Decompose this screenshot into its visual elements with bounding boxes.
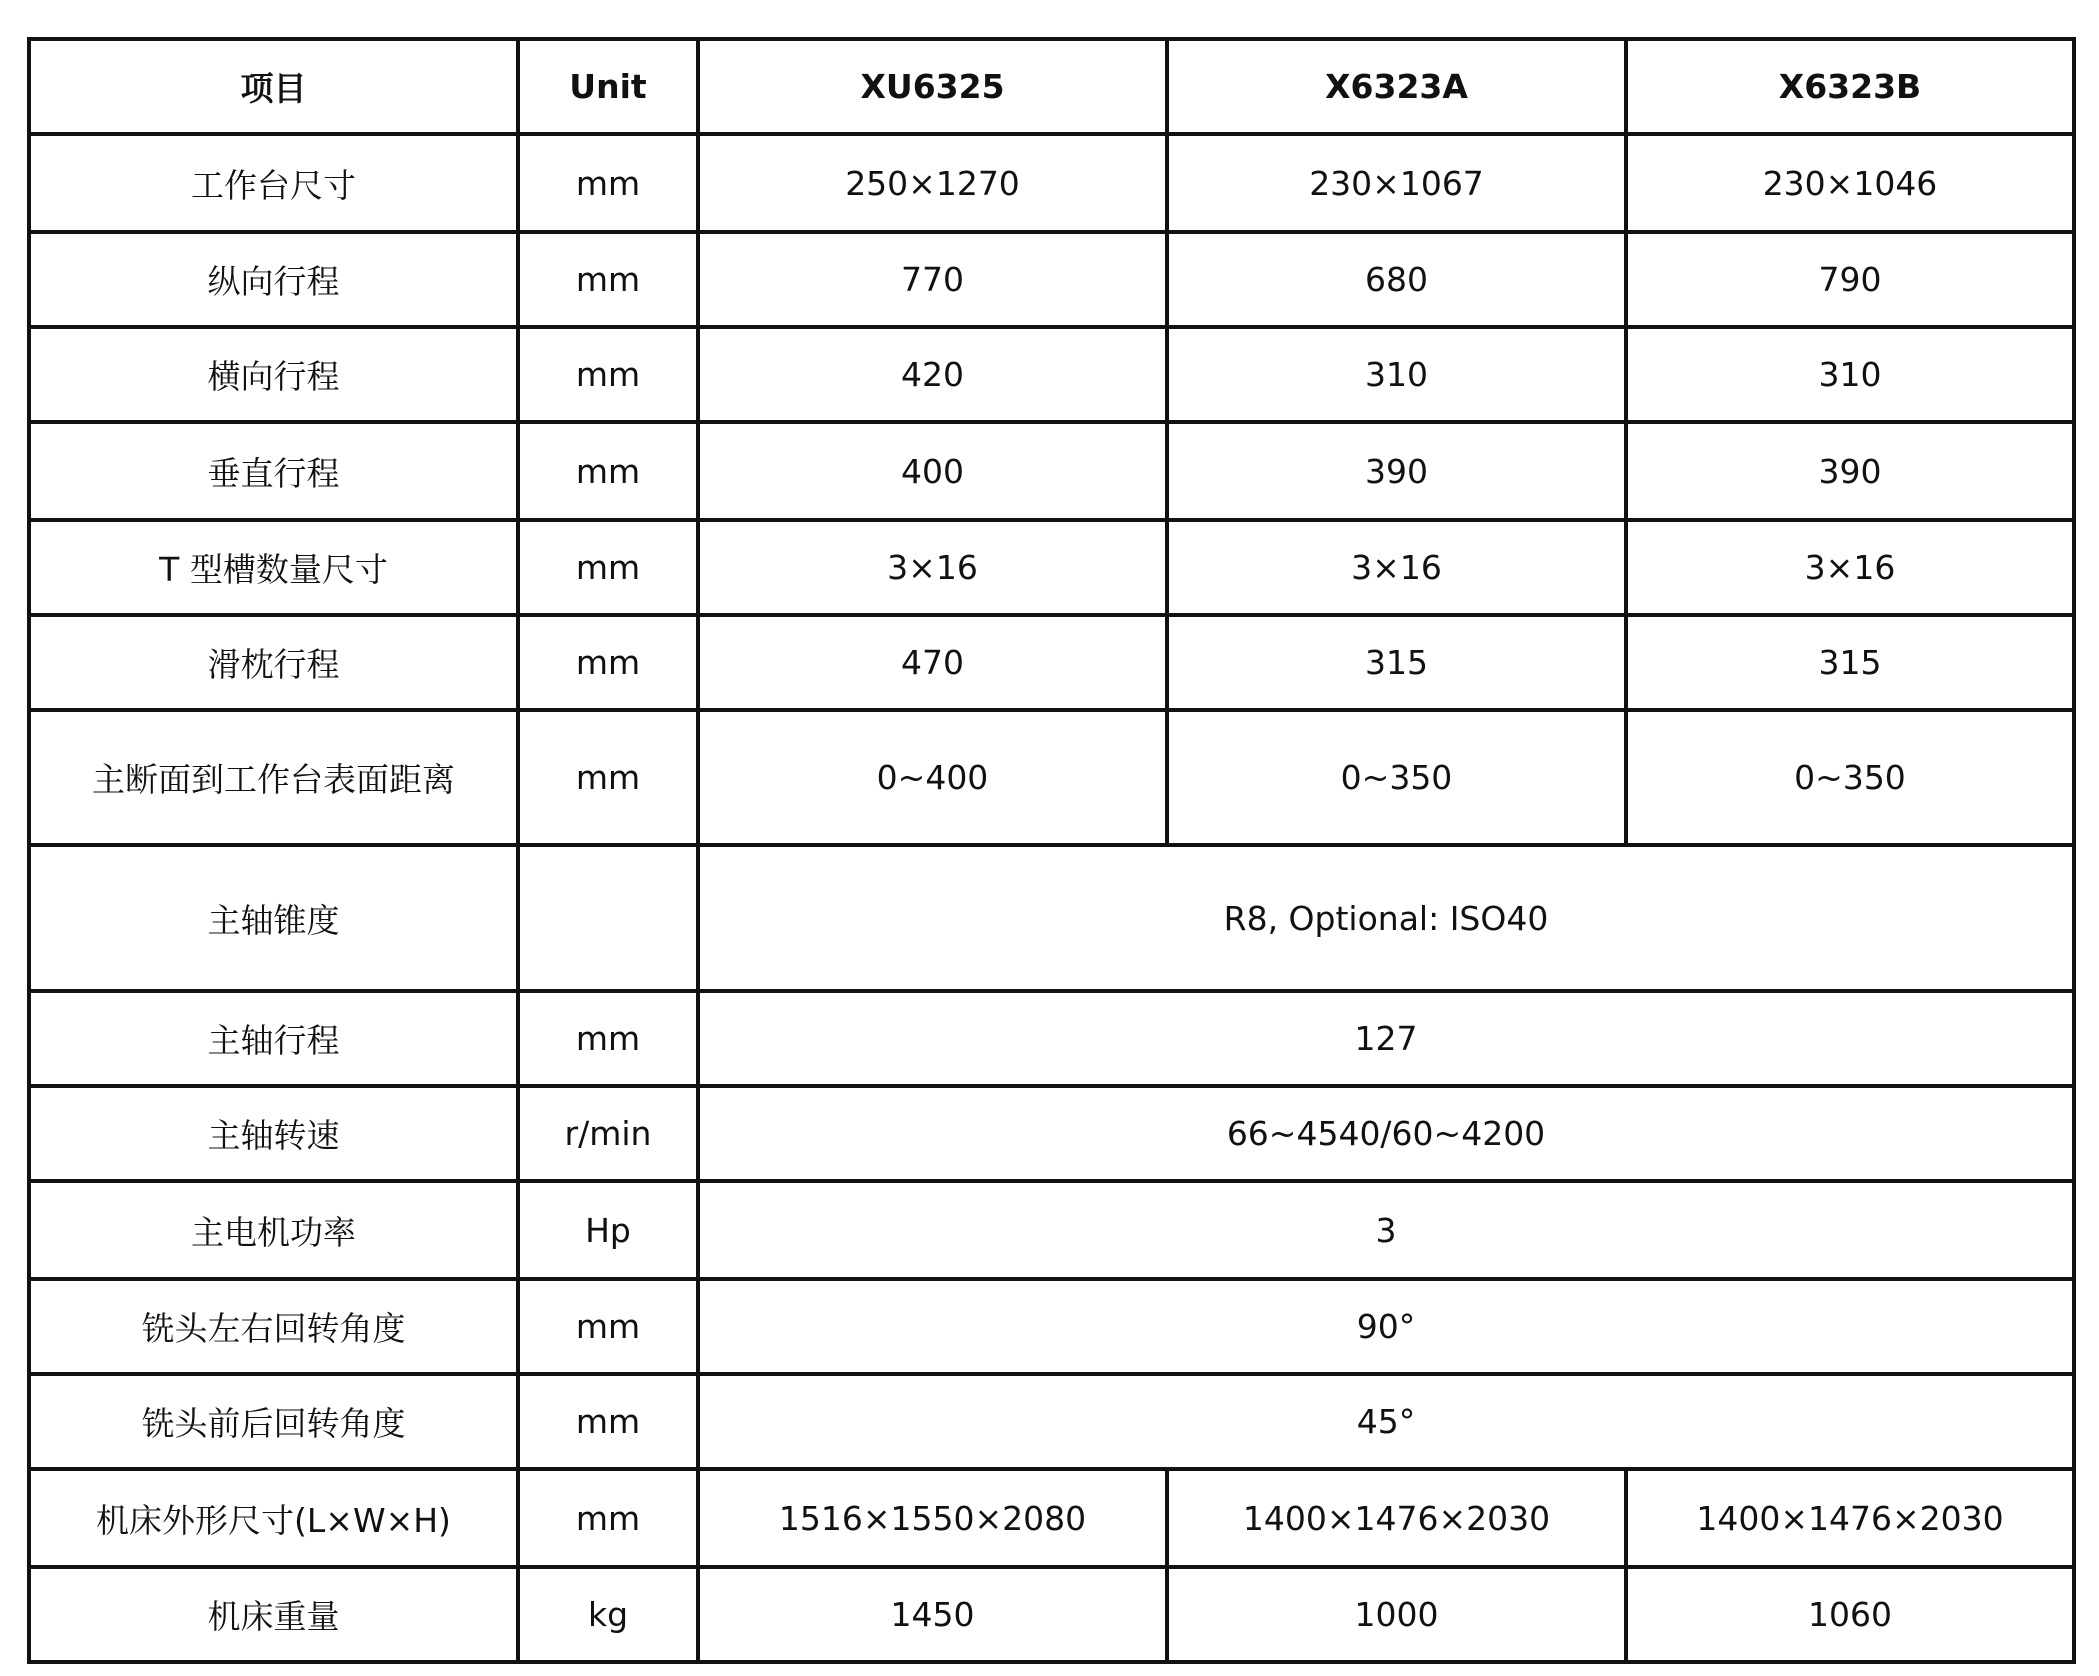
row-value: 310 bbox=[1626, 327, 2074, 422]
row-item: 机床外形尺寸(L×W×H) bbox=[29, 1469, 518, 1567]
row-unit: mm bbox=[518, 327, 698, 422]
row-value: 390 bbox=[1167, 422, 1626, 520]
header-row bbox=[29, 39, 2074, 134]
row-unit: mm bbox=[518, 710, 698, 845]
row-value: 3×16 bbox=[1626, 520, 2074, 615]
header-item: 项目 bbox=[29, 39, 518, 134]
row-value: 230×1046 bbox=[1626, 134, 2074, 232]
row-unit: r/min bbox=[518, 1086, 698, 1181]
row-unit: mm bbox=[518, 1374, 698, 1469]
table-row bbox=[29, 1279, 2074, 1374]
row-value: 420 bbox=[698, 327, 1167, 422]
row-item: 纵向行程 bbox=[29, 232, 518, 327]
table-row bbox=[29, 232, 2074, 327]
table-row bbox=[29, 615, 2074, 710]
row-shared-value: R8, Optional: ISO40 bbox=[698, 845, 2074, 991]
row-value: 315 bbox=[1167, 615, 1626, 710]
table-row bbox=[29, 520, 2074, 615]
row-shared-value: 66~4540/60~4200 bbox=[698, 1086, 2074, 1181]
table-row bbox=[29, 422, 2074, 520]
table-row bbox=[29, 1086, 2074, 1181]
row-value: 3×16 bbox=[698, 520, 1167, 615]
row-value: 1516×1550×2080 bbox=[698, 1469, 1167, 1567]
row-item: 主电机功率 bbox=[29, 1181, 518, 1279]
row-unit bbox=[518, 845, 698, 991]
row-value: 0~350 bbox=[1626, 710, 2074, 845]
row-value: 1450 bbox=[698, 1567, 1167, 1662]
table-row bbox=[29, 710, 2074, 845]
row-unit: mm bbox=[518, 1469, 698, 1567]
table-row bbox=[29, 1374, 2074, 1469]
row-item: 横向行程 bbox=[29, 327, 518, 422]
row-unit: Hp bbox=[518, 1181, 698, 1279]
row-unit: mm bbox=[518, 422, 698, 520]
header-unit: Unit bbox=[518, 39, 698, 134]
table-row bbox=[29, 845, 2074, 991]
row-value: 790 bbox=[1626, 232, 2074, 327]
row-value: 470 bbox=[698, 615, 1167, 710]
row-shared-value: 90° bbox=[698, 1279, 2074, 1374]
row-item: 机床重量 bbox=[29, 1567, 518, 1662]
row-item: 垂直行程 bbox=[29, 422, 518, 520]
row-value: 400 bbox=[698, 422, 1167, 520]
row-shared-value: 45° bbox=[698, 1374, 2074, 1469]
row-value: 0~400 bbox=[698, 710, 1167, 845]
row-value: 680 bbox=[1167, 232, 1626, 327]
table-row bbox=[29, 1181, 2074, 1279]
row-item: 滑枕行程 bbox=[29, 615, 518, 710]
row-unit: mm bbox=[518, 991, 698, 1086]
row-shared-value: 3 bbox=[698, 1181, 2074, 1279]
row-unit: mm bbox=[518, 520, 698, 615]
row-value: 1000 bbox=[1167, 1567, 1626, 1662]
row-value: 0~350 bbox=[1167, 710, 1626, 845]
row-value: 1400×1476×2030 bbox=[1167, 1469, 1626, 1567]
row-unit: mm bbox=[518, 1279, 698, 1374]
header-model-x6323b: X6323B bbox=[1626, 39, 2074, 134]
table-row bbox=[29, 991, 2074, 1086]
row-value: 1060 bbox=[1626, 1567, 2074, 1662]
row-shared-value: 127 bbox=[698, 991, 2074, 1086]
row-value: 315 bbox=[1626, 615, 2074, 710]
spec-table bbox=[27, 37, 2076, 1664]
row-item: 主轴转速 bbox=[29, 1086, 518, 1181]
row-item: T 型槽数量尺寸 bbox=[29, 520, 518, 615]
header-model-x6323a: X6323A bbox=[1167, 39, 1626, 134]
row-item: 主轴锥度 bbox=[29, 845, 518, 991]
row-value: 1400×1476×2030 bbox=[1626, 1469, 2074, 1567]
row-value: 310 bbox=[1167, 327, 1626, 422]
row-unit: kg bbox=[518, 1567, 698, 1662]
row-value: 250×1270 bbox=[698, 134, 1167, 232]
row-unit: mm bbox=[518, 134, 698, 232]
table-row bbox=[29, 327, 2074, 422]
row-item: 主轴行程 bbox=[29, 991, 518, 1086]
row-value: 390 bbox=[1626, 422, 2074, 520]
row-item: 铣头前后回转角度 bbox=[29, 1374, 518, 1469]
header-model-xu6325: XU6325 bbox=[698, 39, 1167, 134]
row-value: 230×1067 bbox=[1167, 134, 1626, 232]
row-value: 3×16 bbox=[1167, 520, 1626, 615]
row-unit: mm bbox=[518, 615, 698, 710]
row-item: 工作台尺寸 bbox=[29, 134, 518, 232]
row-value: 770 bbox=[698, 232, 1167, 327]
table-row bbox=[29, 1567, 2074, 1662]
table-row bbox=[29, 1469, 2074, 1567]
row-item: 主断面到工作台表面距离 bbox=[29, 710, 518, 845]
table-row bbox=[29, 134, 2074, 232]
row-item: 铣头左右回转角度 bbox=[29, 1279, 518, 1374]
row-unit: mm bbox=[518, 232, 698, 327]
